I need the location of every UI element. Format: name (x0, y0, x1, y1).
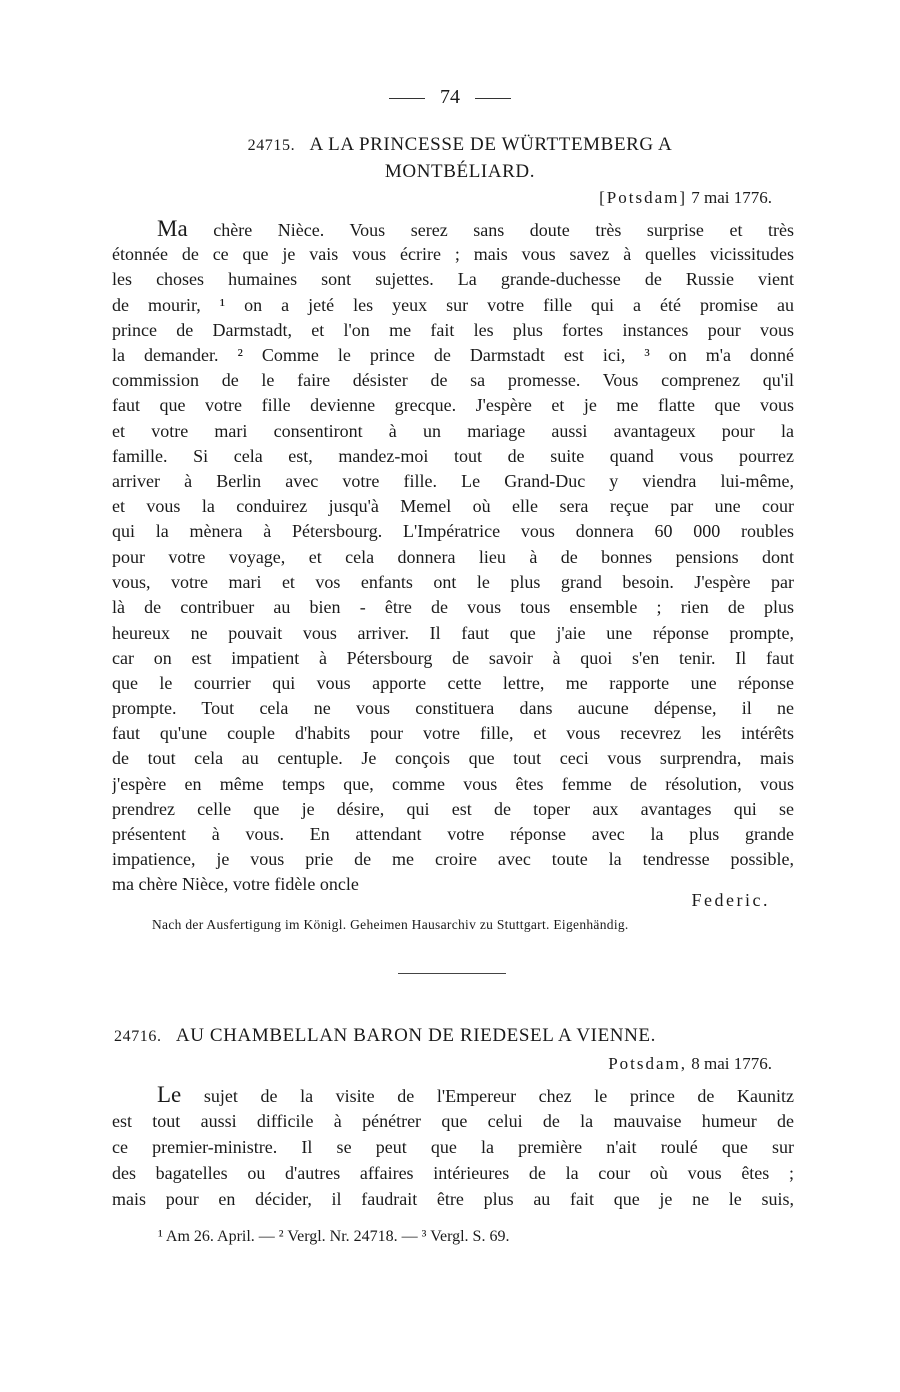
letter1-line: la demander. ² Comme le prince de Darmstadt est ici, ³ on m'a donné (112, 345, 794, 365)
letter2-number: 24716. (114, 1028, 162, 1045)
letter1-line: de tout cela au centuple. Je conçois que tout ceci vous surprendra, mais (112, 748, 794, 768)
letter1-line: famille. Si cela est, mandez-moi tout de suite quand vous pourrez (112, 446, 794, 466)
footnotes: ¹ Am 26. April. — ² Vergl. Nr. 24718. — ³ Vergl. S. 69. (158, 1228, 510, 1245)
letter2-title: AU CHAMBELLAN BARON DE RIEDESEL A VIENNE. (175, 1025, 656, 1046)
letter2-dateline (608, 1054, 772, 1074)
letter1-line: étonnée de ce que je vais vous écrire ; mais vous savez à quelles vicissitudes (112, 244, 794, 264)
letter1-signature: Federic. (691, 890, 770, 910)
letter1-line: vous, votre mari et vos enfants ont le plus grand besoin. J'espère par (112, 572, 794, 592)
letter1-line: impatience, je vous prie de me croire avec toute la tendresse possible, (112, 849, 794, 869)
letter1-line: et votre mari consentiront à un mariage aussi avantageux pour la (112, 421, 794, 441)
letter1-number: 24715. (247, 137, 296, 154)
letter1-title-line1: A LA PRINCESSE DE WÜRTTEMBERG A (309, 134, 673, 155)
letter1-line-text: chère Nièce. Vous serez sans doute très surprise et très (187, 220, 794, 240)
letter1-line: pour votre voyage, et cela donnera lieu à de bonnes pensions dont (112, 547, 794, 567)
letter1-title-line2: MONTBÉLIARD. (384, 161, 536, 182)
letter1-initial: Ma (157, 216, 188, 241)
letter1-line: et vous la conduirez jusqu'à Memel où elle sera reçue par une cour (112, 496, 794, 516)
letter1-line: j'espère en même temps que, comme vous êtes femme de résolution, vous (112, 774, 794, 794)
letter1-line: prompte. Tout cela ne vous constituera dans aucune dépense, il ne (112, 698, 794, 718)
letter1-line: prince de Darmstadt, et l'on me fait les plus fortes instances pour vous (112, 320, 794, 340)
letter1-heading-line2 (110, 158, 810, 185)
letter1-line (157, 216, 794, 242)
letter1-heading-line1 (110, 131, 810, 159)
letter1-line: prendrez celle que je désire, qui est de toper aux avantages qui se (112, 799, 794, 819)
letter1-dateline-date: 7 mai 1776. (691, 188, 772, 207)
page-number-dash-left (389, 98, 425, 99)
letter1-dateline-place: [Potsdam] (599, 188, 687, 207)
letter1-line: que le courrier qui vous apporte cette lettre, me rapporte une réponse (112, 673, 794, 693)
page-number-row (0, 86, 900, 109)
letter2-line: des bagatelles ou d'autres affaires intérieures de la cour où vous êtes ; (112, 1163, 794, 1183)
letter2-line-text: sujet de la visite de l'Empereur chez le prince de Kaunitz (181, 1086, 794, 1106)
letter2-dateline-date: 8 mai 1776. (691, 1054, 772, 1073)
page-number-dash-right (475, 98, 511, 99)
letter1-line: arriver à Berlin avec votre fille. Le Grand-Duc y viendra lui-même, (112, 471, 794, 491)
letter2-initial: Le (157, 1082, 182, 1107)
letter2-line: mais pour en décider, il faudrait être plus au fait que je ne le suis, (112, 1189, 794, 1209)
letter1-line: car on est impatient à Pétersbourg de savoir à quoi s'en tenir. Il faut (112, 648, 794, 668)
letter1-line: faut qu'une couple d'habits pour votre fille, et vous recevrez les intérêts (112, 723, 794, 743)
letter1-line: qui la mènera à Pétersbourg. L'Impératrice vous donnera 60 000 roubles (112, 521, 794, 541)
letter2-line (157, 1082, 794, 1108)
section-divider (398, 973, 506, 974)
letter1-line: là de contribuer au bien - être de vous tous ensemble ; rien de plus (112, 597, 794, 617)
letter1-line: ma chère Nièce, votre fidèle oncle (112, 874, 359, 894)
letter2-line: ce premier-ministre. Il se peut que la première n'ait roulé que sur (112, 1137, 794, 1157)
letter2-heading (114, 1022, 794, 1050)
letter1-dateline (599, 188, 772, 208)
letter1-line: les choses humaines sont sujettes. La grande-duchesse de Russie vient (112, 269, 794, 289)
letter1-line: commission de le faire désister de sa promesse. Vous comprenez qu'il (112, 370, 794, 390)
letter1-source-note: Nach der Ausfertigung im Königl. Geheimen Hausarchiv zu Stuttgart. Eigenhändig. (152, 917, 629, 932)
letter1-line: présentent à vous. En attendant votre réponse avec la plus grande (112, 824, 794, 844)
letter2-line: est tout aussi difficile à pénétrer que celui de la mauvaise humeur de (112, 1111, 794, 1131)
letter1-line: de mourir, ¹ on a jeté les yeux sur votre fille qui a été promise au (112, 295, 794, 315)
letter1-line: heureux ne pouvait vous arriver. Il faut que j'aie une réponse prompte, (112, 623, 794, 643)
letter1-line: faut que votre fille devienne grecque. J'espère et je me flatte que vous (112, 395, 794, 415)
page-number: 74 (440, 86, 460, 108)
letter2-dateline-place: Potsdam, (608, 1054, 687, 1073)
